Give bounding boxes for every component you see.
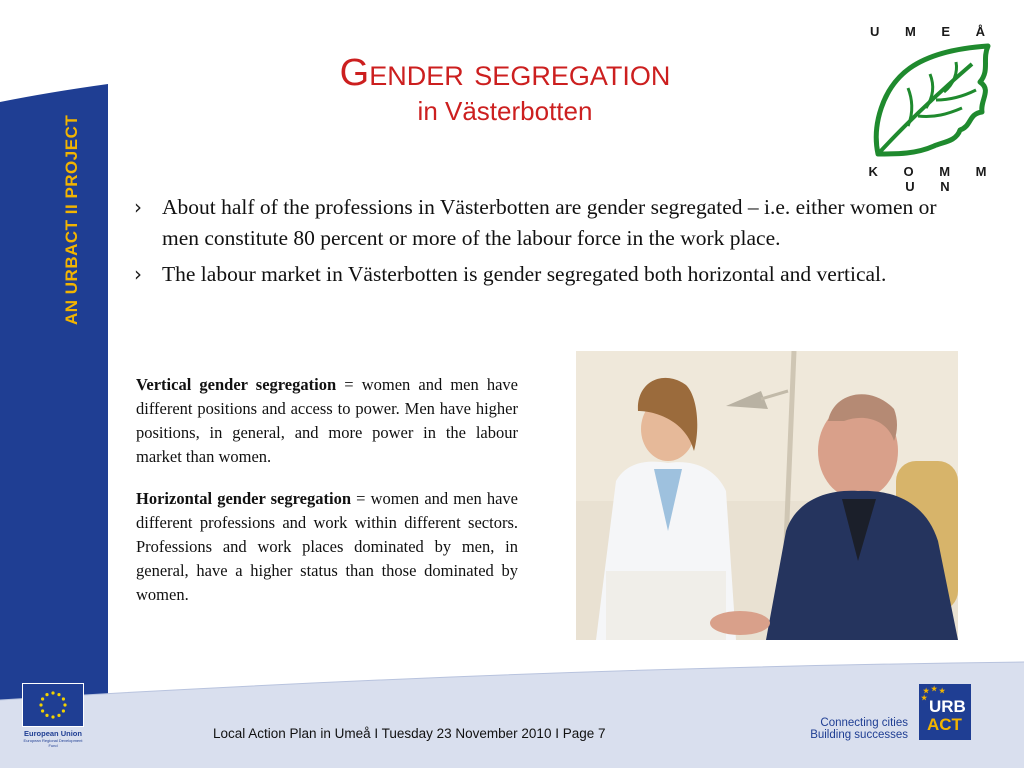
footer-band bbox=[0, 660, 1024, 768]
logo-top-text: U M E Å bbox=[869, 24, 997, 39]
definition-vertical bbox=[136, 373, 518, 469]
tagline-line-1: Connecting cities bbox=[820, 717, 908, 729]
title-line-2: in Västerbotten bbox=[417, 96, 593, 126]
definition-term: Vertical gender segregation bbox=[136, 375, 337, 394]
title-line-1 bbox=[240, 50, 770, 96]
left-band-shape bbox=[0, 0, 108, 768]
umea-kommun-logo bbox=[868, 18, 998, 194]
definitions bbox=[136, 373, 518, 625]
footer-caption: Local Action Plan in Umeå I Tuesday 23 November 2010 I Page 7 bbox=[213, 726, 606, 741]
bullet-item bbox=[132, 259, 972, 290]
star-icon: ★ bbox=[931, 686, 938, 693]
star-icon: ★ bbox=[923, 688, 930, 695]
logo-bottom-text: K O M M U N bbox=[868, 164, 998, 194]
definition-text: = women and men have different positions and access to power. Men have higher positions, in general, and more power in the labour market than women. bbox=[136, 375, 518, 466]
eu-sublabel: European Regional Development Fund bbox=[23, 738, 83, 748]
urbact-tagline bbox=[806, 717, 908, 741]
definition-term: Horizontal gender segregation bbox=[136, 489, 351, 508]
title-main: Gender segregation bbox=[339, 52, 671, 94]
star-icon: ★ bbox=[921, 695, 928, 702]
urbact-logo bbox=[919, 684, 971, 740]
slide-title bbox=[240, 50, 770, 126]
leaf-icon bbox=[868, 42, 998, 167]
urbact-text-bottom: ACT bbox=[927, 715, 962, 734]
bullet-item bbox=[132, 192, 972, 254]
star-icon: ★ bbox=[939, 688, 946, 695]
side-project-label: AN URBACT II PROJECT bbox=[62, 114, 81, 325]
eu-flag-icon bbox=[22, 683, 84, 727]
eu-label: European Union bbox=[24, 729, 82, 738]
urbact-text-top: URB bbox=[929, 697, 966, 716]
eu-logo bbox=[22, 683, 86, 748]
care-photo bbox=[576, 351, 958, 640]
bullet-text: About half of the professions in Västerbotten are gender segregated – i.e. either women or men constitute 80 percent or more of the labour force in the work place. bbox=[162, 195, 937, 250]
bullet-text: The labour market in Västerbotten is gender segregated both horizontal and vertical. bbox=[162, 262, 887, 286]
bullet-arrow-icon: › bbox=[134, 195, 142, 219]
definition-horizontal bbox=[136, 487, 518, 607]
definition-text: = women and men have different professions and work within different sectors. Professions and work places dominated by men, in general, have a higher status than those dominated by women. bbox=[136, 489, 518, 604]
bullet-list bbox=[132, 192, 972, 295]
tagline-line-2: Building successes bbox=[810, 729, 908, 741]
nurse-and-patient-image bbox=[576, 351, 958, 640]
left-side-band bbox=[0, 0, 108, 768]
bullet-arrow-icon: › bbox=[134, 262, 142, 286]
